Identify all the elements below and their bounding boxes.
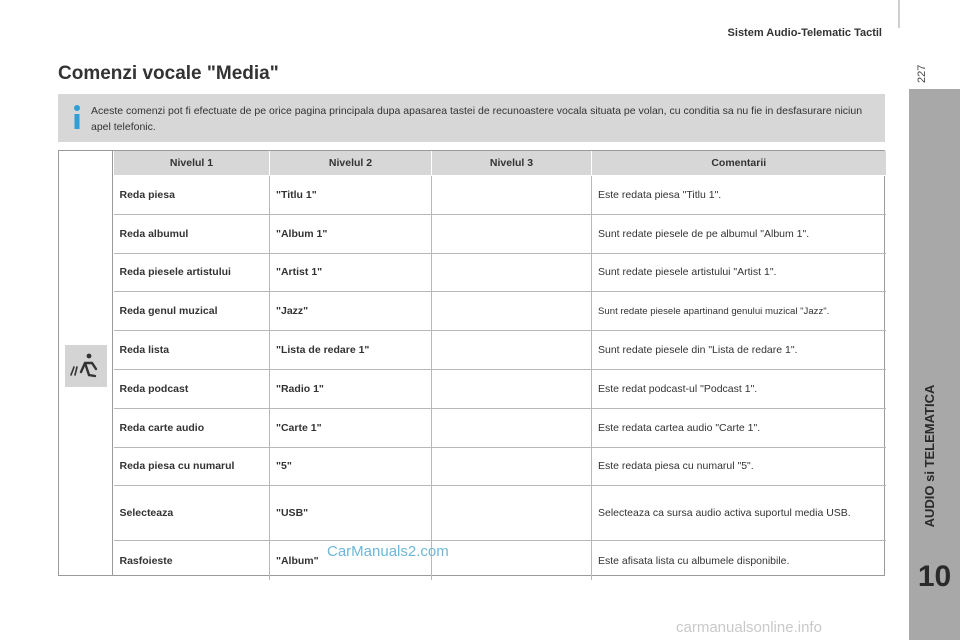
cell-level-1: Reda carte audio: [114, 408, 270, 447]
cell-level-1: Rasfoieste: [114, 541, 270, 580]
table-row: [114, 331, 886, 370]
cell-comment: Este afisata lista cu albumele disponibile.: [592, 541, 886, 580]
cell-level-1: Reda genul muzical: [114, 292, 270, 331]
cell-level-3: [432, 486, 592, 541]
table-row: [114, 292, 886, 331]
table-row: [114, 541, 886, 580]
cell-level-1: Reda lista: [114, 331, 270, 370]
cell-level-3: [432, 176, 592, 215]
info-box: [58, 94, 885, 142]
cell-level-2: "USB": [270, 486, 432, 541]
table-row: [114, 176, 886, 215]
cell-level-3: [432, 369, 592, 408]
cell-level-3: [432, 447, 592, 486]
cell-level-3: [432, 253, 592, 292]
header-comments: Comentarii: [592, 151, 886, 176]
cell-level-3: [432, 408, 592, 447]
chapter-side-label-wrap: [921, 360, 943, 550]
header-title: Sistem Audio-Telematic Tactil: [727, 27, 882, 39]
cell-level-1: Reda piesele artistului: [114, 253, 270, 292]
cell-comment: Este redat podcast-ul "Podcast 1".: [592, 369, 886, 408]
header-level-3: Nivelul 3: [432, 151, 592, 176]
table-row: [114, 253, 886, 292]
cell-level-3: [432, 331, 592, 370]
table-row: [114, 486, 886, 541]
chapter-number: 10: [917, 560, 952, 593]
cell-level-3: [432, 214, 592, 253]
icon-column: [59, 151, 113, 575]
cell-level-3: [432, 292, 592, 331]
table-row: [114, 369, 886, 408]
cell-level-2: "Jazz": [270, 292, 432, 331]
page-number: 227: [916, 64, 928, 83]
cell-level-2: "Carte 1": [270, 408, 432, 447]
table-row: [114, 408, 886, 447]
commands-table: [113, 151, 886, 580]
cell-comment: Sunt redate piesele artistului "Artist 1".: [592, 253, 886, 292]
cell-level-1: Reda piesa: [114, 176, 270, 215]
voice-commands-table: [58, 150, 885, 576]
cell-comment: Sunt redate piesele de pe albumul "Album 1".: [592, 214, 886, 253]
section-title: Comenzi vocale "Media": [58, 63, 279, 84]
cell-comment: Sunt redate piesele apartinand genului muzical "Jazz".: [592, 292, 886, 331]
cell-comment: Este redata piesa cu numarul "5".: [592, 447, 886, 486]
cell-level-2: "Lista de redare 1": [270, 331, 432, 370]
cell-level-2: "Titlu 1": [270, 176, 432, 215]
cell-level-1: Reda albumul: [114, 214, 270, 253]
cell-level-2: "5": [270, 447, 432, 486]
watermark-carmanuals2: CarManuals2.com: [327, 543, 449, 560]
cell-comment: Sunt redate piesele din "Lista de redare 1".: [592, 331, 886, 370]
chapter-side-label: AUDIO si TELEMATICA: [922, 384, 937, 528]
table-row: [114, 447, 886, 486]
cell-level-2: "Album 1": [270, 214, 432, 253]
cell-level-1: Reda podcast: [114, 369, 270, 408]
watermark-carmanualsonline: carmanualsonline.info: [676, 619, 822, 636]
cell-level-1: Reda piesa cu numarul: [114, 447, 270, 486]
voice-command-icon: [65, 345, 107, 387]
cell-level-2: "Radio 1": [270, 369, 432, 408]
cell-level-1: Selecteaza: [114, 486, 270, 541]
cell-level-2: "Artist 1": [270, 253, 432, 292]
cell-level-2: "Album": [270, 541, 432, 580]
table-row: [114, 214, 886, 253]
cell-comment: Selecteaza ca sursa audio activa suportul media USB.: [592, 486, 886, 541]
header-divider: [898, 0, 900, 28]
header-level-2: Nivelul 2: [270, 151, 432, 176]
info-icon: [70, 102, 84, 132]
cell-level-3: [432, 541, 592, 580]
header-level-1: Nivelul 1: [114, 151, 270, 176]
cell-comment: Este redata piesa "Titlu 1".: [592, 176, 886, 215]
info-text: Aceste comenzi pot fi efectuate de pe orice pagina principala dupa apasarea tastei de recunoastere vocala situata pe volan, cu conditia sa nu fie in desfasurare niciun apel telefonic.: [91, 105, 863, 133]
voice-command-icon-box: [65, 345, 107, 387]
cell-comment: Este redata cartea audio "Carte 1".: [592, 408, 886, 447]
